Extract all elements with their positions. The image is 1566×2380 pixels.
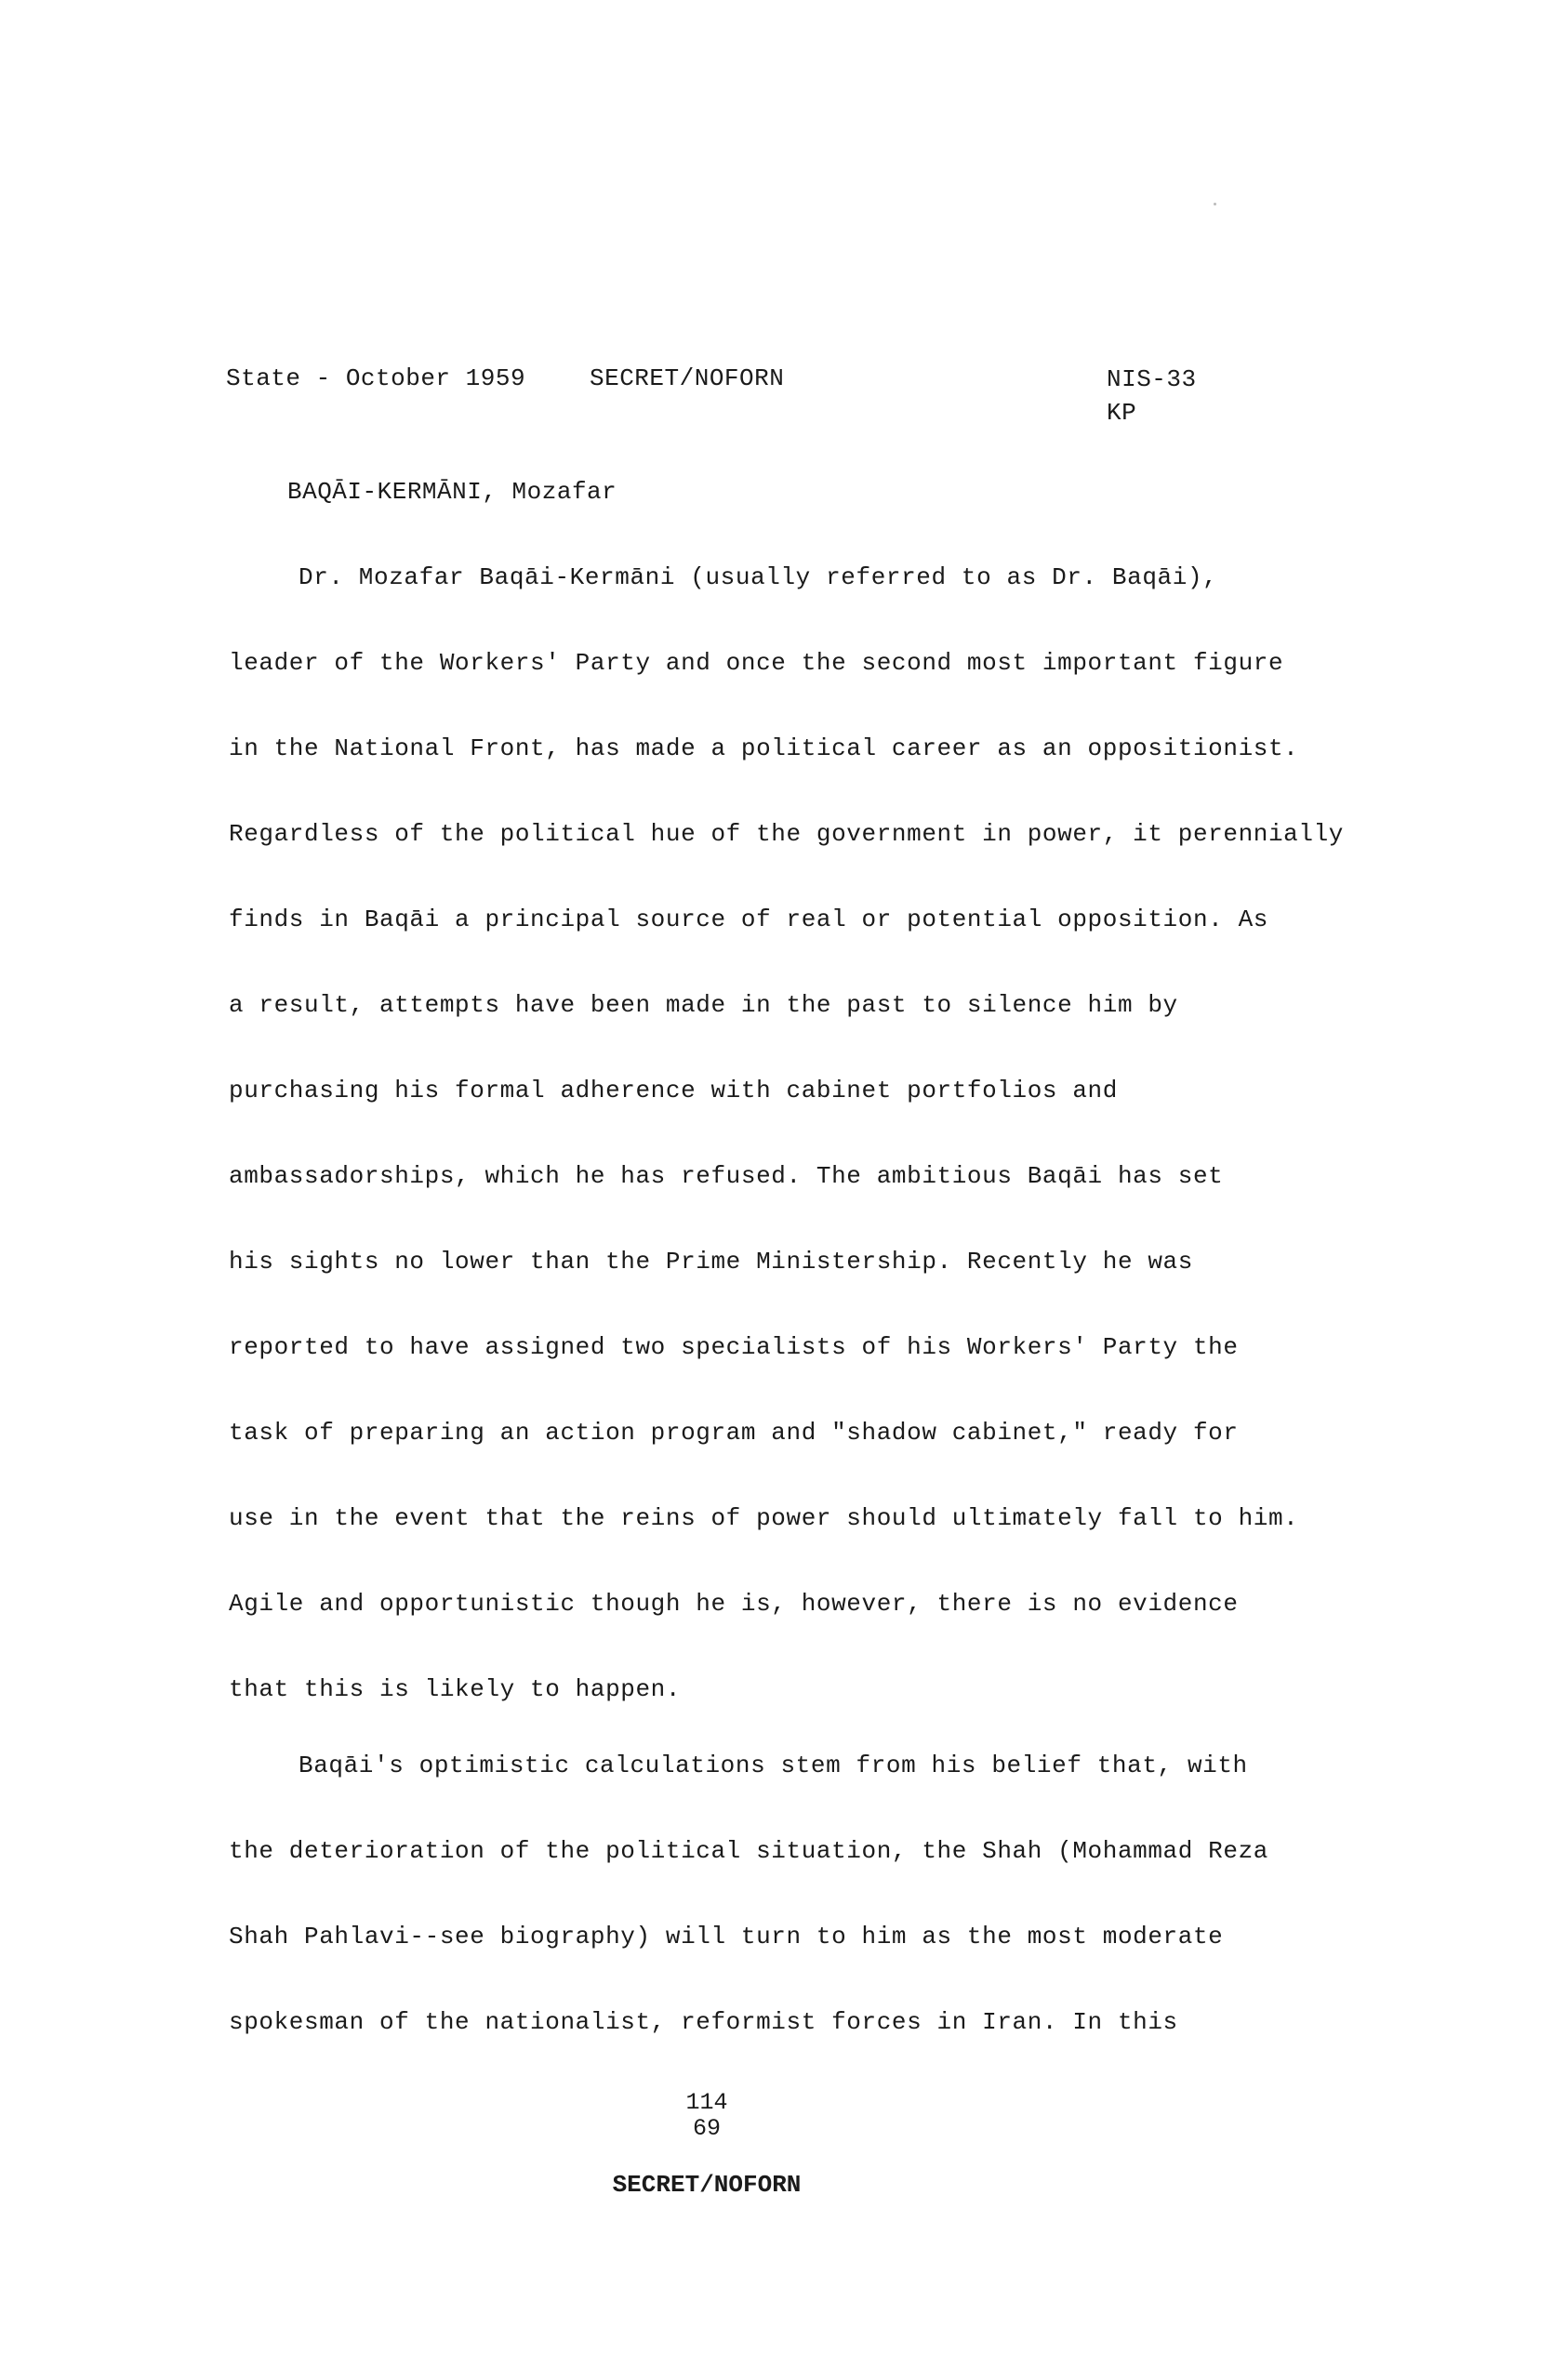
body-line: leader of the Workers' Party and once the second most important figure: [229, 649, 1284, 677]
body-line: purchasing his formal adherence with cabinet portfolios and: [229, 1077, 1118, 1104]
body-line: spokesman of the nationalist, reformist forces in Iran. In this: [229, 2008, 1178, 2036]
body-line: the deterioration of the political situation, the Shah (Mohammad Reza: [229, 1837, 1268, 1865]
page-number-secondary: 69: [692, 2115, 721, 2142]
body-line: use in the event that the reins of power should ultimately fall to him.: [229, 1504, 1299, 1532]
header-date: State - October 1959: [226, 364, 526, 392]
body-line: finds in Baqāi a principal source of real or potential opposition. As: [229, 906, 1268, 933]
body-line: Dr. Mozafar Baqāi-Kermāni (usually referred to as Dr. Baqāi),: [299, 563, 1218, 591]
page-number-primary: 114: [685, 2089, 728, 2116]
body-line: Regardless of the political hue of the government in power, it perennially: [229, 820, 1344, 848]
scan-speck: [1214, 203, 1216, 205]
body-line: reported to have assigned two specialists of his Workers' Party the: [229, 1333, 1239, 1361]
body-line: in the National Front, has made a political career as an oppositionist.: [229, 734, 1299, 762]
header-code-line-2: KP: [1107, 399, 1137, 427]
header-code-line-1: NIS-33: [1107, 365, 1197, 393]
body-line: Shah Pahlavi--see biography) will turn to him as the most moderate: [229, 1923, 1224, 1950]
subject-heading: BAQĀI-KERMĀNI, Mozafar: [287, 478, 617, 506]
body-line: that this is likely to happen.: [229, 1675, 682, 1703]
header-document-code: [1107, 363, 1197, 430]
footer-classification: SECRET/NOFORN: [612, 2171, 802, 2199]
header-classification: SECRET/NOFORN: [590, 364, 785, 392]
body-line: a result, attempts have been made in the past to silence him by: [229, 991, 1178, 1019]
body-line: Agile and opportunistic though he is, however, there is no evidence: [229, 1590, 1239, 1618]
body-line: his sights no lower than the Prime Ministership. Recently he was: [229, 1248, 1193, 1276]
body-line: ambassadorships, which he has refused. The ambitious Baqāi has set: [229, 1162, 1224, 1190]
body-line: task of preparing an action program and "shadow cabinet," ready for: [229, 1419, 1239, 1447]
body-line: Baqāi's optimistic calculations stem from his belief that, with: [299, 1752, 1248, 1779]
